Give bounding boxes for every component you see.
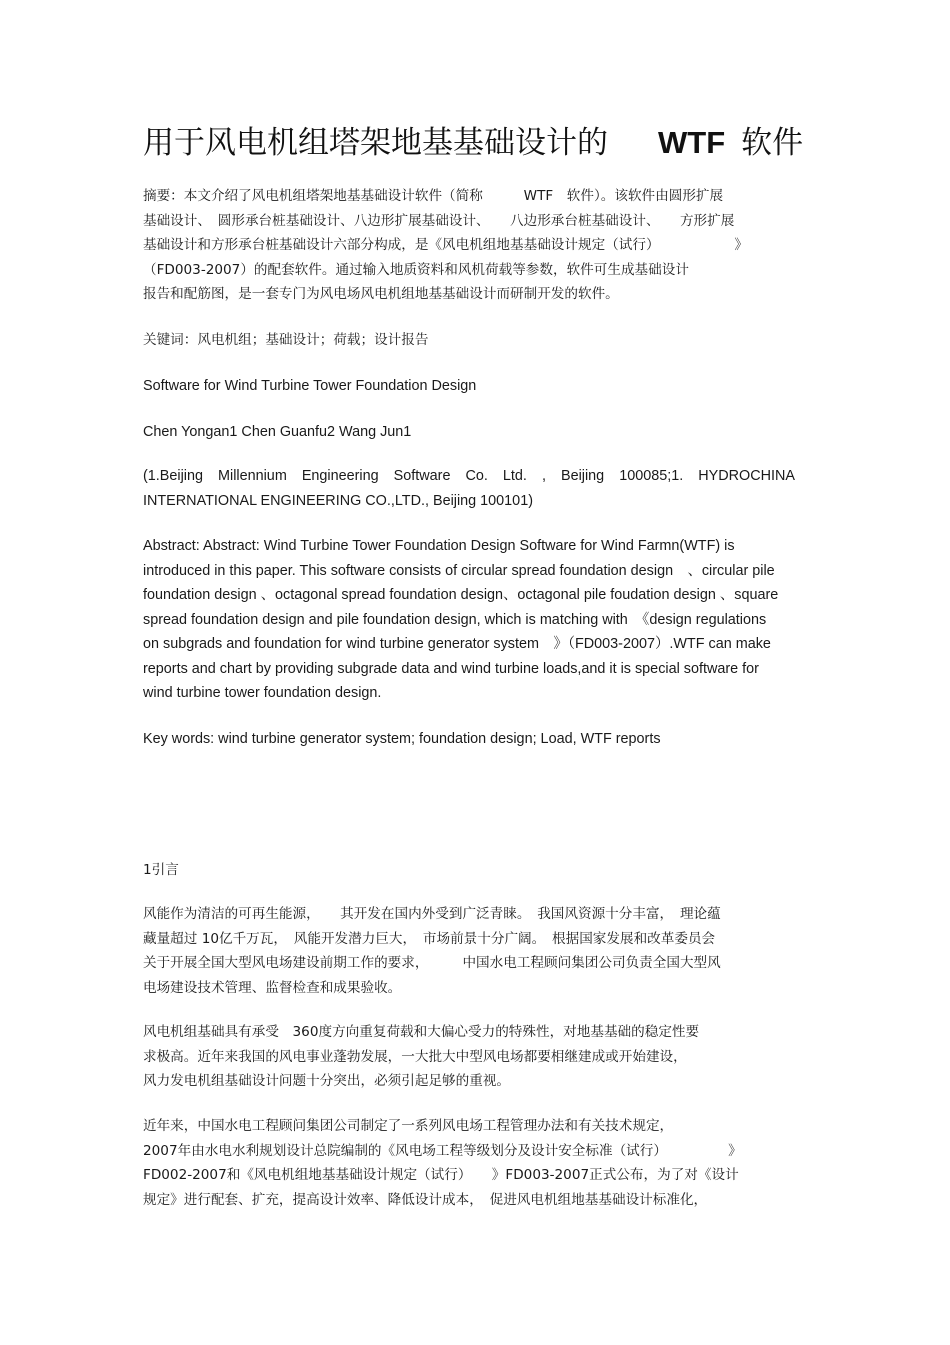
abstract-en-line: reports and chart by providing subgrade data and wind turbine loads,and it is special software for bbox=[143, 660, 759, 677]
abstract-cn-line: 报告和配筋图，是一套专门为风电场风电机组地基基础设计而研制开发的软件。 bbox=[143, 286, 619, 302]
paragraph-line: 风电机组基础具有承受 360度方向重复荷载和大偏心受力的特殊性，对地基基础的稳定性要 bbox=[143, 1024, 700, 1040]
abstract-en-line: on subgrads and foundation for wind turbine generator system 》（FD003-2007）.WTF can make bbox=[143, 636, 771, 652]
paragraph-line: 风能作为清洁的可再生能源， 其开发在国内外受到广泛青睐。 我国风资源十分丰富， 理论蕴 bbox=[143, 906, 721, 922]
keywords-en: Key words: wind turbine generator system; foundation design; Load, WTF reports bbox=[143, 731, 661, 747]
abstract-en bbox=[143, 534, 811, 706]
paragraph bbox=[143, 1020, 811, 1094]
abstract-cn-line: 基础设计、 圆形承台桩基础设计、八边形扩展基础设计、 八边形承台桩基础设计、 方形扩展 bbox=[143, 212, 735, 229]
paragraph-line: 求极高。近年来我国的风电事业蓬勃发展，一大批大中型风电场都要相继建成或开始建设， bbox=[143, 1048, 687, 1065]
abstract-cn-line: （FD003-2007）的配套软件。通过输入地质资料和风机荷载等参数，软件可生成基础设计 bbox=[143, 261, 689, 278]
authors-en: Chen Yongan1 Chen Guanfu2 Wang Jun1 bbox=[143, 424, 412, 440]
paragraph-line: 藏量超过 10亿千万瓦， 风能开发潜力巨大， 市场前景十分广阔。 根据国家发展和改革委员会 bbox=[143, 930, 716, 947]
abstract-en-line: Abstract: Abstract: Wind Turbine Tower Foundation Design Software for Wind Farmn(WTF) is bbox=[143, 538, 735, 554]
abstract-en-line: wind turbine tower foundation design. bbox=[143, 685, 382, 701]
abstract-en-line: introduced in this paper. This software consists of circular spread foundation design 、circular pile bbox=[143, 562, 775, 579]
paragraph-line: 近年来，中国水电工程顾问集团公司制定了一系列风电场工程管理办法和有关技术规定， bbox=[143, 1118, 674, 1134]
title-text-cn: 用于风电机组塔架地基基础设计的 bbox=[143, 125, 608, 161]
title-text-software: 软件 bbox=[741, 125, 804, 161]
abstract-cn bbox=[143, 184, 811, 307]
paragraph-line: 规定》进行配套、扩充，提高设计效率、降低设计成本， 促进风电机组地基基础设计标准化， bbox=[143, 1191, 708, 1208]
paragraph bbox=[143, 1114, 811, 1212]
abstract-en-line: spread foundation design and pile foundation design, which is matching with 《design regulations bbox=[143, 611, 767, 628]
abstract-cn-line: 基础设计和方形承台桩基础设计六部分构成，是《风电机组地基基础设计规定（试行） 》 bbox=[143, 237, 748, 253]
paragraph-line: 电场建设技术管理、监督检查和成果验收。 bbox=[143, 979, 402, 996]
title-text-wtf: WTF bbox=[658, 125, 726, 160]
abstract-en-line: foundation design 、octagonal spread foundation design、octagonal pile foudation design 、square bbox=[143, 587, 779, 603]
paragraph-line: 风力发电机组基础设计问题十分突出，必须引起足够的重视。 bbox=[143, 1073, 511, 1089]
keywords-cn: 关键词：风电机组；基础设计；荷载；设计报告 bbox=[143, 332, 429, 348]
abstract-cn-line: 摘要：本文介绍了风电机组塔架地基基础设计软件（简称 WTF 软件）。该软件由圆形扩展 bbox=[143, 188, 724, 204]
paragraph-line: 2007年由水电水利规划设计总院编制的《风电场工程等级划分及设计安全标准（试行） 》 bbox=[143, 1142, 742, 1159]
affiliation-en: (1.Beijing Millennium Engineering Software Co. Ltd. , Beijing 100085;1. HYDROCHINA INTERNATIONAL ENGINEERING CO.,LTD., Beijing 100101) bbox=[143, 468, 795, 509]
paragraph-line: 关于开展全国大型风电场建设前期工作的要求， 中国水电工程顾问集团公司负责全国大型风 bbox=[143, 955, 721, 971]
section-heading: 1引言 bbox=[143, 862, 179, 878]
paragraph bbox=[143, 902, 811, 1000]
paper-title bbox=[143, 120, 843, 166]
english-title: Software for Wind Turbine Tower Foundation Design bbox=[143, 378, 477, 394]
paragraph-line: FD002-2007和《风电机组地基基础设计规定（试行） 》FD003-2007正式公布，为了对《设计 bbox=[143, 1167, 739, 1183]
